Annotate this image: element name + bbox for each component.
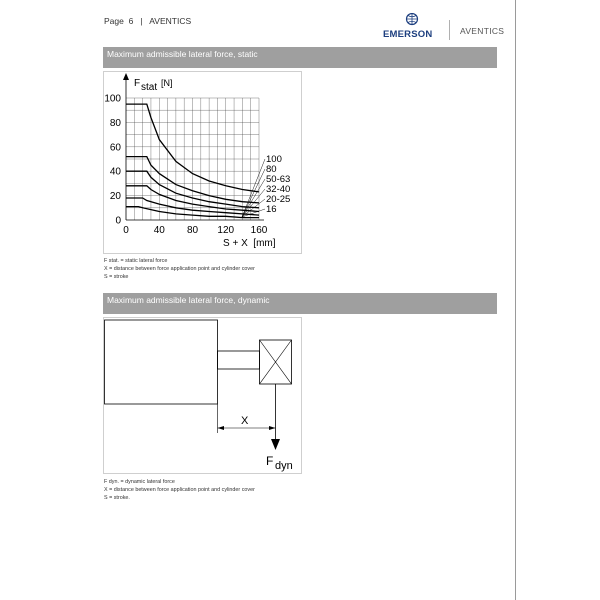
y-axis-label-sub: stat	[141, 82, 158, 93]
series-label: 20-25	[266, 194, 291, 205]
page-right-border	[515, 0, 516, 600]
header-brand: AVENTICS	[149, 16, 192, 26]
caption-line: X = distance between force application point and cylinder cover	[104, 266, 255, 273]
force-label-sub: dyn	[275, 460, 293, 472]
dimension-arrow-left-icon	[218, 426, 225, 430]
y-tick-label: 60	[109, 142, 121, 154]
x-tick-label: 0	[123, 225, 129, 236]
static-force-chart-svg	[104, 72, 301, 253]
series-label: 100	[266, 154, 282, 165]
dimension-arrow-right-icon	[269, 426, 276, 430]
y-tick-label: 20	[109, 191, 121, 203]
aventics-wordmark: AVENTICS	[460, 26, 505, 36]
static-force-chart	[103, 71, 302, 254]
page-header	[104, 16, 191, 26]
cylinder-body	[105, 320, 218, 404]
series-label: 16	[266, 204, 277, 215]
legend-leaders	[242, 159, 265, 217]
x-tick-label: 160	[250, 225, 268, 236]
y-tick-label: 100	[104, 93, 121, 105]
y-axis-label-unit: [N]	[161, 78, 173, 88]
x-tick-label: 80	[186, 225, 199, 236]
caption-line: F stat. = static lateral force	[104, 258, 168, 264]
y-tick-label: 40	[109, 166, 121, 178]
section-title-static: Maximum admissible lateral force, static	[103, 47, 497, 68]
x-tick-label: 120	[217, 225, 235, 236]
caption-line: S = stroke.	[104, 495, 130, 502]
emerson-globe-icon	[405, 13, 419, 29]
caption-line: S = stroke	[104, 274, 129, 281]
series-label: 50-63	[266, 174, 291, 185]
page-number: 6	[128, 16, 134, 26]
caption-dynamic	[104, 478, 255, 503]
series-label: 80	[266, 164, 277, 175]
x-tick-labels	[123, 225, 268, 236]
dynamic-force-diagram-svg	[104, 318, 301, 473]
series-labels	[266, 154, 290, 215]
y-axis-arrow-icon	[123, 73, 129, 80]
header-separator: |	[140, 16, 143, 26]
logo-divider	[449, 20, 450, 40]
caption-line: F dyn. = dynamic lateral force	[104, 479, 175, 485]
force-label-main: F	[266, 454, 274, 468]
y-tick-label: 80	[109, 117, 121, 129]
caption-line: X = distance between force application point and cylinder cover	[104, 487, 255, 494]
x-axis-label: S + X [mm]	[223, 238, 276, 249]
dynamic-force-diagram	[103, 317, 302, 474]
series-label: 32-40	[266, 184, 291, 195]
y-axis-label-main: F	[134, 78, 141, 89]
force-arrow-down-icon	[271, 439, 280, 450]
emerson-wordmark: EMERSON	[383, 29, 433, 40]
page-label: Page	[104, 16, 124, 26]
section-title-dynamic: Maximum admissible lateral force, dynamic	[103, 293, 497, 314]
piston-rod	[218, 351, 260, 369]
legend-leader-line	[242, 159, 265, 217]
emerson-logo	[383, 13, 441, 41]
dimension-x-label: X	[241, 415, 249, 427]
y-tick-label: 0	[115, 215, 121, 227]
caption-static	[104, 257, 255, 282]
x-tick-label: 40	[153, 225, 165, 236]
y-tick-labels	[104, 94, 121, 227]
